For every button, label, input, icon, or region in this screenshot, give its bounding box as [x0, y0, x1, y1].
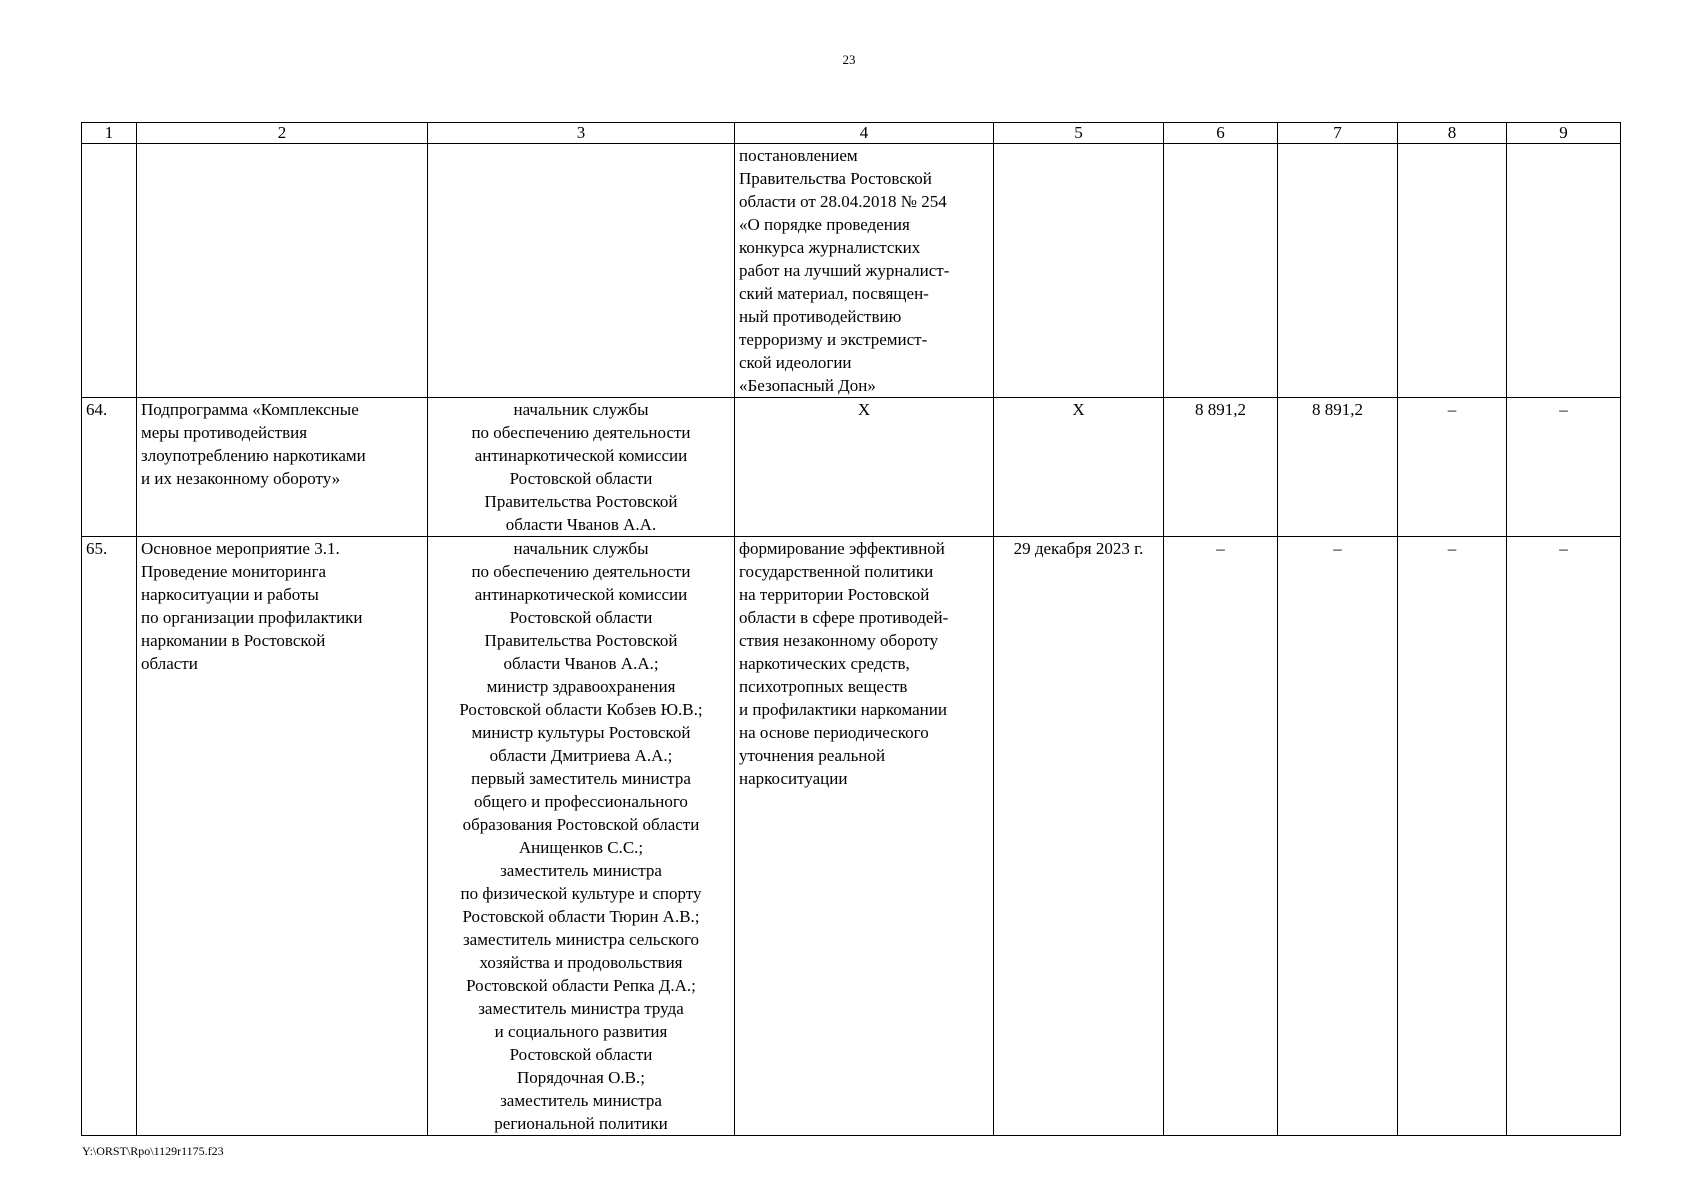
table-cell	[428, 144, 735, 398]
column-header: 6	[1164, 123, 1278, 144]
table-cell	[1278, 144, 1398, 398]
table-cell: 64.	[82, 398, 137, 537]
table-cell: –	[1507, 398, 1621, 537]
column-header: 2	[137, 123, 428, 144]
column-header: 7	[1278, 123, 1398, 144]
table-cell: постановлением Правительства Ростовской области от 28.04.2018 № 254 «О порядке проведения конкурса журналистских работ на лучший журналист- ский материал, посвящен- ный противодействию терроризму и экстремист- ской идеологии «Безопасный Дон»	[735, 144, 994, 398]
column-header: 4	[735, 123, 994, 144]
table-cell: –	[1278, 537, 1398, 1136]
footer-file-path: Y:\ORST\Rpo\1129r1175.f23	[82, 1144, 224, 1158]
page-number: 23	[842, 52, 856, 67]
table-cell: X	[994, 398, 1164, 537]
table-cell: 65.	[82, 537, 137, 1136]
table-row	[82, 537, 1621, 1136]
table-row	[82, 398, 1621, 537]
table-cell	[82, 144, 137, 398]
column-header: 8	[1398, 123, 1507, 144]
table-cell: 8 891,2	[1278, 398, 1398, 537]
table-cell: Основное мероприятие 3.1. Проведение мониторинга наркоситуации и работы по организации профилактики наркомании в Ростовской области	[137, 537, 428, 1136]
table-cell	[1164, 144, 1278, 398]
table-cell	[1507, 144, 1621, 398]
column-header: 1	[82, 123, 137, 144]
table-cell: X	[735, 398, 994, 537]
table-row	[82, 144, 1621, 398]
document-table	[81, 122, 1621, 1136]
table-cell: –	[1398, 398, 1507, 537]
table-cell: начальник службы по обеспечению деятельности антинаркотической комиссии Ростовской области Правительства Ростовской области Чванов А.А.; министр здравоохранения Ростовской области Кобзев Ю.В.; министр культуры Ростовской области Дмитриева А.А.; первый заместитель министра общего и профессионального образования Ростовской области Анищенков С.С.; заместитель министра по физической культуре и спорту Ростовской области Тюрин А.В.; заместитель министра сельского хозяйства и продовольствия Ростовской области Репка Д.А.; заместитель министра труда и социального развития Ростовской области Порядочная О.В.; заместитель министра региональной политики	[428, 537, 735, 1136]
table-cell	[994, 144, 1164, 398]
column-header: 9	[1507, 123, 1621, 144]
table-cell: Подпрограмма «Комплексные меры противодействия злоупотреблению наркотиками и их незаконному обороту»	[137, 398, 428, 537]
table-header-row	[82, 123, 1621, 144]
table-cell: –	[1398, 537, 1507, 1136]
table-cell: –	[1507, 537, 1621, 1136]
table-cell	[137, 144, 428, 398]
table-cell	[1398, 144, 1507, 398]
table-cell: формирование эффективной государственной политики на территории Ростовской области в сфере противодей- ствия незаконному обороту наркотических средств, психотропных веществ и профилактики наркомании на основе периодического уточнения реальной наркоситуации	[735, 537, 994, 1136]
table-cell: начальник службы по обеспечению деятельности антинаркотической комиссии Ростовской области Правительства Ростовской области Чванов А.А.	[428, 398, 735, 537]
table-cell: 29 декабря 2023 г.	[994, 537, 1164, 1136]
table-cell: 8 891,2	[1164, 398, 1278, 537]
column-header: 3	[428, 123, 735, 144]
table-cell: –	[1164, 537, 1278, 1136]
column-header: 5	[994, 123, 1164, 144]
